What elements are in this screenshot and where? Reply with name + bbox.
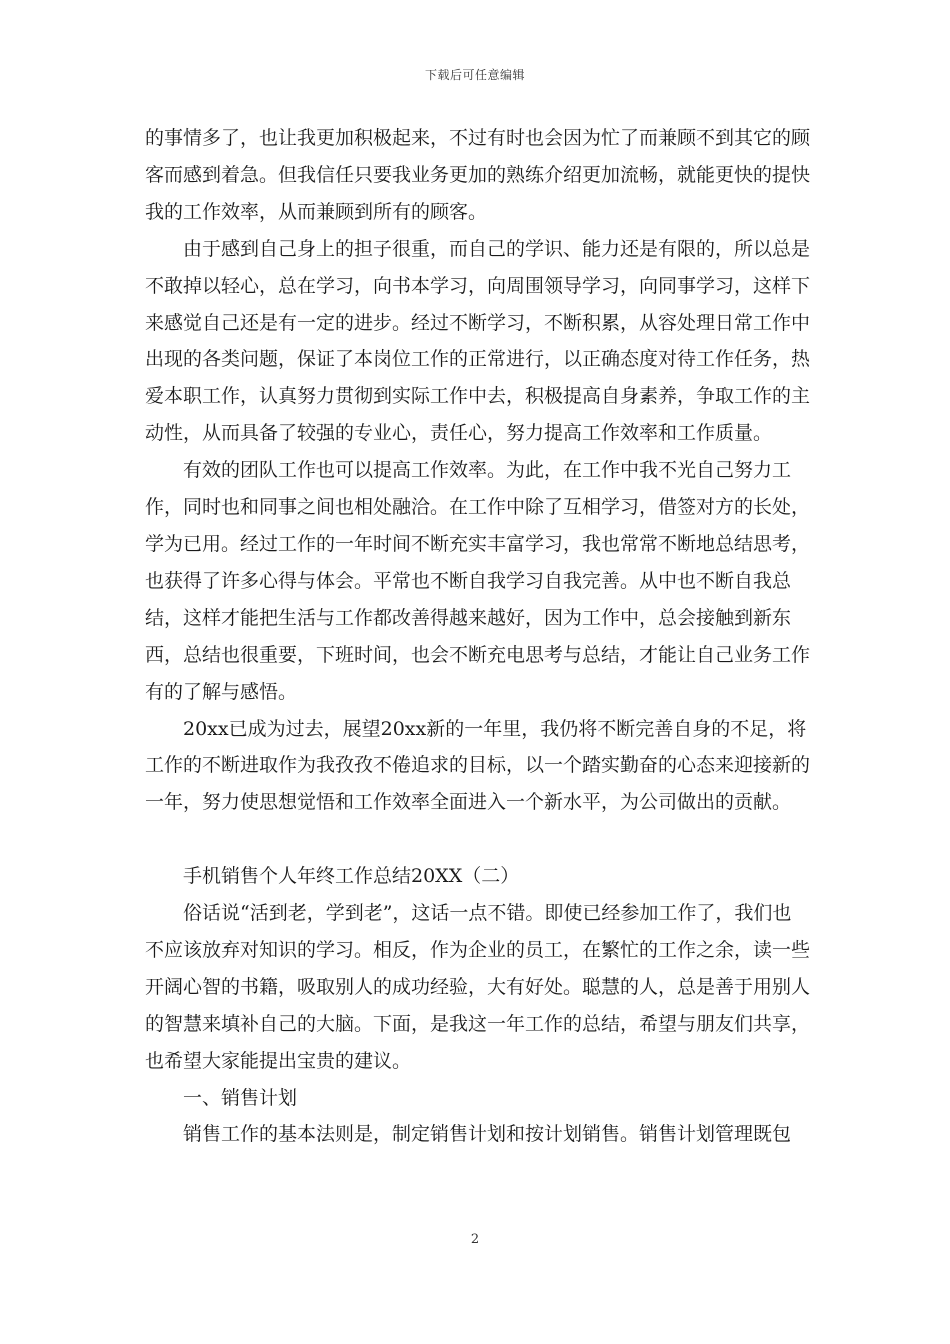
paragraph-sales-plan: 销售工作的基本法则是，制定销售计划和按计划销售。销售计划管理既包 <box>183 1123 792 1146</box>
page-number: 2 <box>470 1232 480 1247</box>
section-title: 手机销售个人年终工作总结20XX（二） <box>183 865 520 888</box>
document-body <box>145 120 810 1153</box>
section-heading-sales-plan: 一、销售计划 <box>183 1086 298 1109</box>
blank-line <box>145 821 810 858</box>
paragraph-intro: 俗话说“活到老，学到老”，这话一点不错。即使已经参加工作了，我们也不应该放弃对知识的学习。相反，作为企业的员工，在繁忙的工作之余，读一些开阔心智的书籍，吸取别人的成功经验，大有好处。聪慧的人，总是善于用别人的智慧来填补自己的大脑。下面，是我这一年工作的总结，希望与朋友们共享，也希望大家能提出宝贵的建议。 <box>145 902 811 1072</box>
paragraph-teamwork: 有效的团队工作也可以提高工作效率。为此，在工作中我不光自己努力工作，同时也和同事之间也相处融洽。在工作中除了互相学习，借签对方的长处，学为已用。经过工作的一年时间不断充实丰富学习，我也常常不断地总结思考，也获得了许多心得与体会。平常也不断自我学习自我完善。从中也不断自我总结，这样才能把生活与工作都改善得越来越好，因为工作中，总会接触到新东西，总结也很重要，下班时间，也会不断充电思考与总结，才能让自己业务工作有的了解与感悟。 <box>145 459 811 703</box>
paragraph-learning: 由于感到自己身上的担子很重，而自己的学识、能力还是有限的，所以总是不敢掉以轻心，总在学习，向书本学习，向周围领导学习，向同事学习，这样下来感觉自己还是有一定的进步。经过不断学习，不断积累，从容处理日常工作中出现的各类问题，保证了本岗位工作的正常进行，以正确态度对待工作任务，热爱本职工作，认真努力贯彻到实际工作中去，积极提高自身素养，争取工作的主动性，从而具备了较强的专业心，责任心，努力提高工作效率和工作质量。 <box>145 237 811 445</box>
page-header: 下载后可任意编辑 <box>424 68 525 82</box>
paragraph-outlook: 20xx已成为过去，展望20xx新的一年里，我仍将不断完善自身的不足，将工作的不断进取作为我孜孜不倦追求的目标，以一个踏实勤奋的心态来迎接新的一年，努力使思想觉悟和工作效率全面进入一个新水平，为公司做出的贡献。 <box>145 717 811 814</box>
paragraph-continued: 的事情多了，也让我更加积极起来，不过有时也会因为忙了而兼顾不到其它的顾客而感到着急。但我信任只要我业务更加的熟练介绍更加流畅，就能更快的提快我的工作效率，从而兼顾到所有的顾客。 <box>145 127 811 223</box>
